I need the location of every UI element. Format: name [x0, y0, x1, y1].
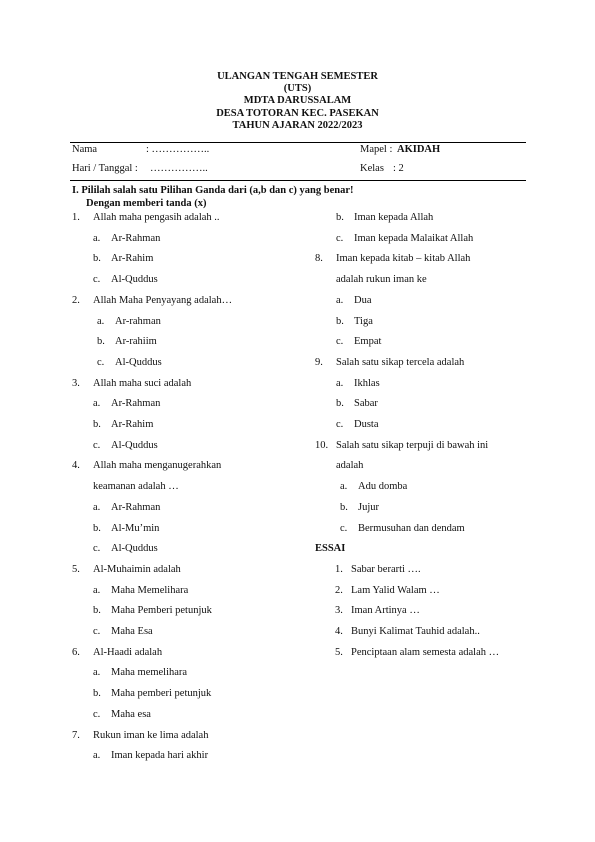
instruction-line-1: I. Pililah salah satu Pilihan Ganda dari (a,b dan c) yang benar! [72, 185, 354, 196]
answer-option-number: c. [93, 543, 101, 555]
question-number: 5. [72, 563, 80, 575]
answer-option-text: Jujur [358, 501, 379, 513]
answer-option-text: Maha Esa [111, 626, 153, 637]
answer-option-text: Maha memelihara [111, 667, 188, 679]
essay-question-text: Bunyi Kalimat Tauhid adalah.. [351, 626, 480, 637]
answer-option-number: a. [340, 481, 348, 493]
hari-tanggal-label: Hari / Tanggal : [72, 163, 138, 174]
nama-value: : …………….. [146, 144, 210, 155]
question-text: Allah maha menganugerahkan [93, 460, 222, 472]
answer-option-text: Maha esa [111, 708, 151, 720]
question-number: 7. [72, 729, 80, 741]
essay-question-text: Penciptaan alam semesta adalah … [351, 646, 500, 658]
kelas-label: Kelas [360, 163, 384, 174]
question-number: 3. [72, 377, 80, 389]
answer-option-number: b. [93, 522, 101, 534]
question-text: Salah satu sikap terpuji di bawah ini [336, 439, 489, 451]
answer-option-text: Ar-Rahim [111, 253, 154, 265]
answer-option-text: Ar-rahman [115, 315, 161, 327]
question-text: Al-Muhaimin adalah [93, 563, 181, 575]
essay-question-number: 2. [335, 584, 343, 596]
answer-option-text: Ar-Rahman [111, 398, 161, 410]
question-text: Allah maha pengasih adalah .. [93, 212, 220, 223]
essay-question-number: 1. [335, 563, 343, 575]
question-text: Al-Haadi adalah [93, 646, 163, 658]
question-text: Allah maha suci adalah [93, 377, 192, 389]
answer-option-number: a. [97, 315, 105, 327]
question-number: 2. [72, 294, 80, 306]
question-number: 8. [315, 253, 323, 265]
answer-option-text: Maha pemberi petunjuk [111, 688, 212, 700]
answer-option-text: Maha Pemberi petunjuk [111, 605, 212, 617]
header-divider-top [70, 142, 526, 143]
answer-option-number: b. [97, 336, 105, 348]
answer-option-number: b. [93, 253, 101, 265]
question-continuation-text: adalah rukun iman ke [336, 274, 427, 286]
answer-option-text: Ar-Rahman [111, 501, 161, 513]
question-number: 10. [315, 439, 329, 451]
answer-option-text: Dua [354, 294, 372, 306]
answer-option-text: Al-Quddus [111, 543, 158, 555]
answer-option-text: Adu domba [358, 481, 408, 493]
question-number: 1. [72, 212, 80, 223]
school-address: DESA TOTORAN KEC. PASEKAN [216, 107, 379, 119]
answer-option-number: c. [93, 626, 101, 637]
answer-option-text: Sabar [354, 398, 378, 410]
answer-option-text: Ar-Rahman [111, 232, 161, 244]
answer-option-number: a. [336, 377, 344, 389]
answer-option-text: Iman kepada hari akhir [111, 750, 209, 762]
answer-option-number: a. [93, 232, 101, 244]
answer-option-text: Al-Quddus [111, 439, 158, 451]
question-number: 4. [72, 460, 80, 472]
answer-option-number: c. [93, 439, 101, 451]
answer-option-text: Tiga [354, 315, 373, 327]
answer-option-number: b. [336, 212, 344, 223]
answer-option-number: a. [93, 584, 101, 596]
answer-option-number: a. [93, 398, 101, 410]
answer-option-text: Iman kepada Allah [354, 212, 434, 223]
question-continuation-text: adalah [336, 460, 364, 472]
answer-option-text: Al-Quddus [115, 356, 162, 368]
nama-label: Nama [72, 144, 98, 155]
answer-option-number: b. [93, 419, 101, 430]
answer-option-number: a. [93, 750, 101, 762]
answer-option-number: a. [93, 667, 101, 679]
essay-question-number: 5. [335, 646, 343, 658]
answer-option-number: b. [336, 398, 344, 410]
mapel-value: AKIDAH [397, 144, 441, 155]
header-title: ULANGAN TENGAH SEMESTER [217, 71, 378, 82]
answer-option-number: c. [340, 522, 348, 534]
answer-option-number: b. [336, 315, 344, 327]
answer-option-number: b. [93, 605, 101, 617]
hari-tanggal-value: …………….. [150, 163, 208, 174]
answer-option-text: Empat [354, 336, 382, 348]
essay-question-text: Sabar berarti …. [351, 563, 421, 575]
essay-question-text: Iman Artinya … [351, 605, 420, 617]
question-continuation-text: keamanan adalah … [93, 481, 179, 493]
answer-option-number: b. [93, 688, 101, 700]
answer-option-text: Dusta [354, 419, 379, 430]
question-number: 6. [72, 646, 80, 658]
answer-option-text: Al-Mu’min [111, 522, 160, 534]
answer-option-text: Ar-rahiim [115, 336, 157, 348]
kelas-value: : 2 [393, 163, 404, 174]
question-number: 9. [315, 356, 323, 368]
answer-option-number: c. [336, 336, 344, 348]
header-subtitle: (UTS) [283, 83, 312, 95]
essay-question-number: 3. [335, 605, 343, 617]
exam-header [0, 71, 595, 132]
essay-question-text: Lam Yalid Walam … [351, 584, 440, 596]
instruction-line-2: Dengan memberi tanda (x) [86, 198, 207, 209]
school-name: MDTA DARUSSALAM [243, 95, 352, 107]
answer-option-text: Maha Memelihara [111, 584, 189, 596]
question-text: Rukun iman ke lima adalah [93, 729, 209, 741]
section-heading-text: ESSAI [315, 543, 346, 555]
answer-option-number: c. [93, 708, 101, 720]
answer-option-number: b. [340, 501, 348, 513]
question-text: Iman kepada kitab – kitab Allah [336, 253, 471, 265]
academic-year: TAHUN AJARAN 2022/2023 [232, 119, 363, 131]
answer-option-text: Al-Quddus [111, 274, 158, 286]
answer-option-number: c. [336, 419, 344, 430]
answer-option-number: c. [97, 356, 105, 368]
answer-option-text: Ikhlas [354, 377, 380, 389]
answer-option-number: c. [93, 274, 101, 286]
mapel-label: Mapel : [360, 144, 393, 155]
answer-option-number: a. [336, 294, 344, 306]
answer-option-text: Bermusuhan dan dendam [358, 522, 465, 534]
question-text: Salah satu sikap tercela adalah [336, 356, 465, 368]
answer-option-text: Iman kepada Malaikat Allah [354, 232, 474, 244]
header-divider-bottom [70, 180, 526, 181]
answer-option-text: Ar-Rahim [111, 419, 154, 430]
question-text: Allah Maha Penyayang adalah… [93, 294, 233, 306]
answer-option-number: a. [93, 501, 101, 513]
essay-question-number: 4. [335, 626, 343, 637]
answer-option-number: c. [336, 232, 344, 244]
